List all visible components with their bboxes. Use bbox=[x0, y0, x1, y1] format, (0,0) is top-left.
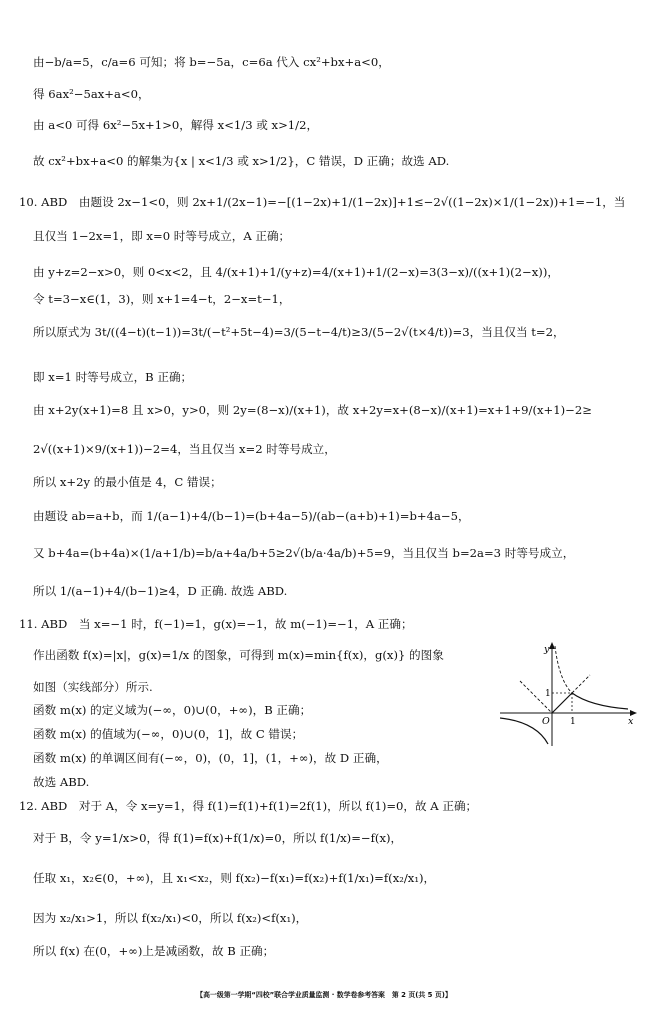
text-line: 2√((x+1)×9/(x+1))−2=4，当且仅当 x=2 时等号成立， bbox=[33, 442, 336, 456]
text-line: 作出函数 f(x)=|x|，g(x)=1/x 的图象，可得到 m(x)=min{f(x)，g(x)} 的图象 bbox=[33, 648, 444, 662]
m-left-solid bbox=[500, 718, 548, 744]
y-one-label: 1 bbox=[545, 689, 551, 699]
text-line: 函数 m(x) 的定义域为(−∞，0)∪(0，+∞)，B 正确； bbox=[33, 703, 312, 717]
text-line: 函数 m(x) 的值域为(−∞，0)∪(0，1]，故 C 错误； bbox=[33, 727, 304, 741]
text-line: 函数 m(x) 的单调区间有(−∞，0)，(0，1]，(1，+∞)，故 D 正确， bbox=[33, 751, 388, 765]
g-right-dashed bbox=[555, 646, 572, 693]
x-axis-label: x bbox=[628, 716, 634, 727]
m-middle-solid bbox=[552, 693, 572, 713]
text-line: 任取 x₁，x₂∈(0，+∞)，且 x₁<x₂，则 f(x₂)−f(x₁)=f(x₂)+f(1/x₁)=f(x₂/x₁)， bbox=[33, 871, 436, 885]
text-line: 所以 x+2y 的最小值是 4，C 错误； bbox=[33, 475, 222, 489]
text-line: 对于 B，令 y=1/x>0，得 f(1)=f(x)+f(1/x)=0，所以 f(1/x)=−f(x)， bbox=[33, 831, 403, 845]
text-line: 得 6ax²−5ax+a<0， bbox=[33, 87, 150, 101]
text-line: 故 cx²+bx+a<0 的解集为{x | x<1/3 或 x>1/2}，C 错误，D 正确；故选 AD. bbox=[33, 154, 450, 168]
text-line: 由 x+2y(x+1)=8 且 x>0，y>0，则 2y=(8−x)/(x+1)，故 x+2y=x+(8−x)/(x+1)=x+1+9/(x+1)−2≥ bbox=[33, 403, 592, 417]
y-axis-arrow bbox=[549, 642, 555, 649]
text-line: 由 a<0 可得 6x²−5x+1>0，解得 x<1/3 或 x>1/2， bbox=[33, 118, 319, 132]
function-graph bbox=[500, 640, 638, 748]
text-line: 因为 x₂/x₁>1，所以 f(x₂/x₁)<0，所以 f(x₂)<f(x₁)， bbox=[33, 911, 308, 925]
text-line: 由−b/a=5，c/a=6 可知；将 b=−5a，c=6a 代入 cx²+bx+a<0， bbox=[33, 55, 390, 69]
text-line: 如图（实线部分）所示. bbox=[33, 680, 153, 694]
text-line: 令 t=3−x∈(1，3)，则 x+1=4−t，2−x=t−1， bbox=[33, 292, 291, 306]
text-line: 又 b+4a=(b+4a)×(1/a+1/b)=b/a+4a/b+5≥2√(b/a·4a/b)+5=9，当且仅当 b=2a=3 时等号成立， bbox=[33, 546, 575, 560]
x-one-label: 1 bbox=[570, 717, 576, 727]
text-line: 故选 ABD. bbox=[33, 775, 90, 789]
text-line: 所以 1/(a−1)+4/(b−1)≥4，D 正确. 故选 ABD. bbox=[33, 584, 288, 598]
text-line: 由 y+z=2−x>0，则 0<x<2，且 4/(x+1)+1/(y+z)=4/(x+1)+1/(2−x)=3(3−x)/((x+1)(2−x))， bbox=[33, 265, 559, 279]
text-line: 所以 f(x) 在(0，+∞)上是减函数，故 B 正确； bbox=[33, 944, 275, 958]
m-right-solid bbox=[572, 693, 628, 709]
question-10-header: 10. ABD 由题设 2x−1<0，则 2x+1/(2x−1)=−[(1−2x)+1/(1−2x)]+1≤−2√((1−2x)×1/(1−2x))+1=−1，当 bbox=[19, 195, 626, 209]
origin-label: O bbox=[542, 716, 550, 727]
y-axis-label: y bbox=[544, 644, 550, 655]
text-line: 且仅当 1−2x=1，即 x=0 时等号成立，A 正确； bbox=[33, 229, 291, 243]
text-line: 由题设 ab=a+b，而 1/(a−1)+4/(b−1)=(b+4a−5)/(ab−(a+b)+1)=b+4a−5， bbox=[33, 509, 470, 523]
question-12-header: 12. ABD 对于 A，令 x=y=1，得 f(1)=f(1)+f(1)=2f(1)，所以 f(1)=0，故 A 正确； bbox=[19, 799, 478, 813]
text-line: 即 x=1 时等号成立，B 正确； bbox=[33, 370, 193, 384]
question-11-header: 11. ABD 当 x=−1 时，f(−1)=1，g(x)=−1，故 m(−1)=−1，A 正确； bbox=[19, 617, 413, 631]
f-right-dashed bbox=[572, 675, 590, 693]
text-line: 所以原式为 3t/((4−t)(t−1))=3t/(−t²+5t−4)=3/(5−t−4/t)≥3/(5−2√(t×4/t))=3，当且仅当 t=2， bbox=[33, 325, 565, 339]
page-footer: 【高一级第一学期“四校”联合学业质量监测 · 数学卷参考答案 第 2 页(共 5 页)】 bbox=[196, 991, 452, 999]
